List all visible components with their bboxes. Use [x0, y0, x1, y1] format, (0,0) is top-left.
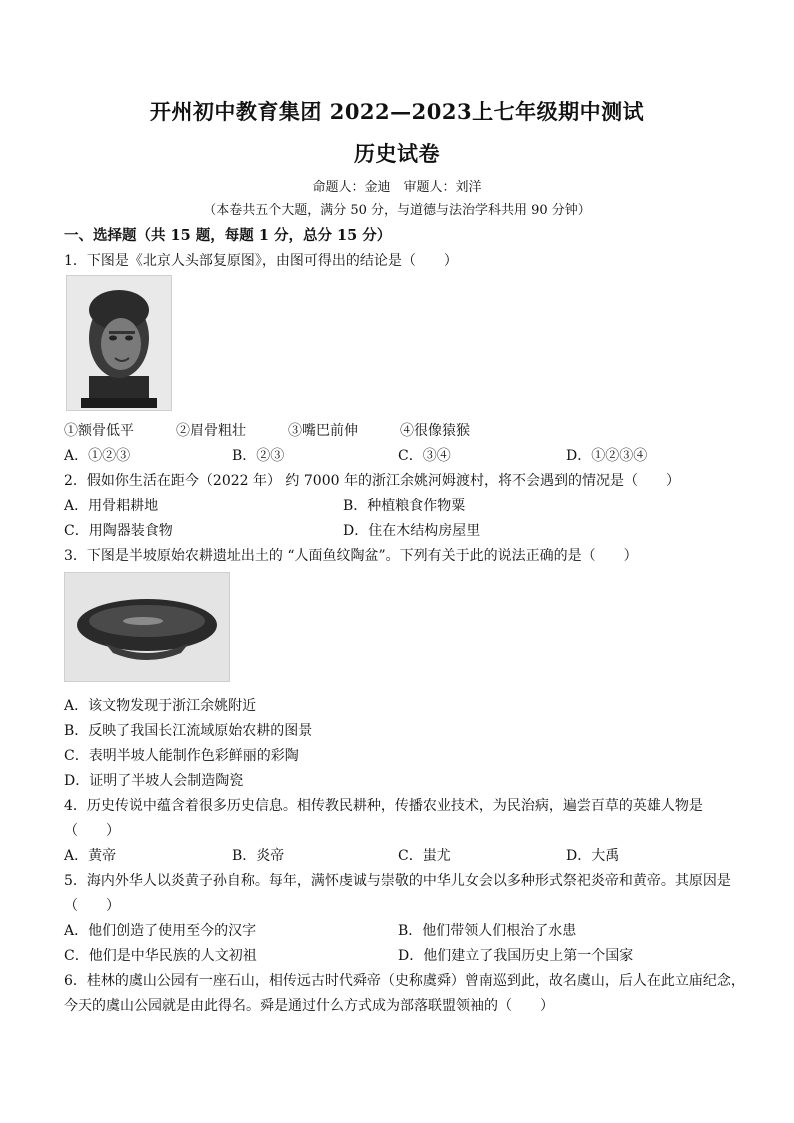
q1-item-3: ③嘴巴前伸: [288, 423, 358, 439]
q4-stem-blank: （ ）: [64, 823, 120, 839]
q2-stem: 2．假如你生活在距今（2022 年） 约 7000 年的浙江余姚河姆渡村，将不会遇到的情况是（ ）: [64, 473, 680, 489]
q2-option-c: C．用陶器装食物: [64, 523, 173, 539]
q1-option-b: B．②③: [232, 448, 285, 464]
q2-option-d: D．住在木结构房屋里: [343, 523, 481, 539]
q4-option-b: B．炎帝: [232, 848, 285, 864]
q4-option-d: D．大禹: [566, 848, 620, 864]
exam-subject: 历史试卷: [354, 141, 440, 166]
q1-option-d: D．①②③④: [566, 448, 648, 464]
q3-option-d: D．证明了半坡人会制造陶瓷: [64, 773, 244, 789]
q4-stem: 4．历史传说中蕴含着很多历史信息。相传教民耕种，传播农业技术，为民治病，遍尝百草的英雄人物是: [64, 798, 703, 814]
q4-option-c: C．蚩尤: [398, 848, 451, 864]
section-title: 一、选择题（共 15 题，每题 1 分，总分 15 分）: [64, 227, 392, 244]
exam-authors: 命题人：金迪 审题人：刘洋: [312, 180, 482, 195]
q6-stem: 6．桂林的虞山公园有一座石山，相传远古时代舜帝（史称虞舜）曾南巡到此，故名虞山，后人在此立庙纪念，: [64, 973, 745, 989]
q1-item-1: ①额骨低平: [64, 423, 134, 439]
q3-option-b: B．反映了我国长江流域原始农耕的图景: [64, 723, 313, 739]
q6-stem-cont: 今天的虞山公园就是由此得名。舜是通过什么方式成为部落联盟领袖的（ ）: [64, 998, 554, 1014]
q5-option-a: A．他们创造了使用至今的汉字: [64, 923, 257, 939]
q1-item-2: ②眉骨粗壮: [176, 423, 246, 439]
q1-item-4: ④很像猿猴: [400, 423, 470, 439]
q3-option-a: A．该文物发现于浙江余姚附近: [64, 698, 257, 714]
q2-option-b: B．种植粮食作物粟: [343, 498, 466, 514]
q1-stem: 1．下图是《北京人头部复原图》，由图可得出的结论是（ ）: [64, 253, 458, 269]
q3-option-c: C．表明半坡人能制作色彩鲜丽的彩陶: [64, 748, 299, 764]
q3-image-pottery-basin: [64, 572, 230, 682]
q2-option-a: A．用骨耜耕地: [64, 498, 159, 514]
q5-stem-blank: （ ）: [64, 898, 120, 914]
exam-title: 开州初中教育集团 2022—2023上七年级期中测试: [149, 99, 645, 124]
q5-stem: 5．海内外华人以炎黄子孙自称。每年，满怀虔诚与崇敬的中华儿女会以多种形式祭祀炎帝和黄帝。其原因是: [64, 873, 731, 889]
q3-stem: 3．下图是半坡原始农耕遗址出土的 “人面鱼纹陶盆”。下列有关于此的说法正确的是（ ）: [64, 548, 638, 564]
q5-option-d: D．他们建立了我国历史上第一个国家: [398, 948, 634, 964]
q4-option-a: A．黄帝: [64, 848, 117, 864]
q1-image-peking-man: [66, 275, 172, 411]
q5-option-b: B．他们带领人们根治了水患: [398, 923, 577, 939]
q5-option-c: C．他们是中华民族的人文初祖: [64, 948, 257, 964]
exam-note: （本卷共五个大题，满分 50 分，与道德与法治学科共用 90 分钟）: [203, 203, 591, 218]
q1-option-a: A．①②③: [64, 448, 131, 464]
q1-option-c: C．③④: [398, 448, 451, 464]
